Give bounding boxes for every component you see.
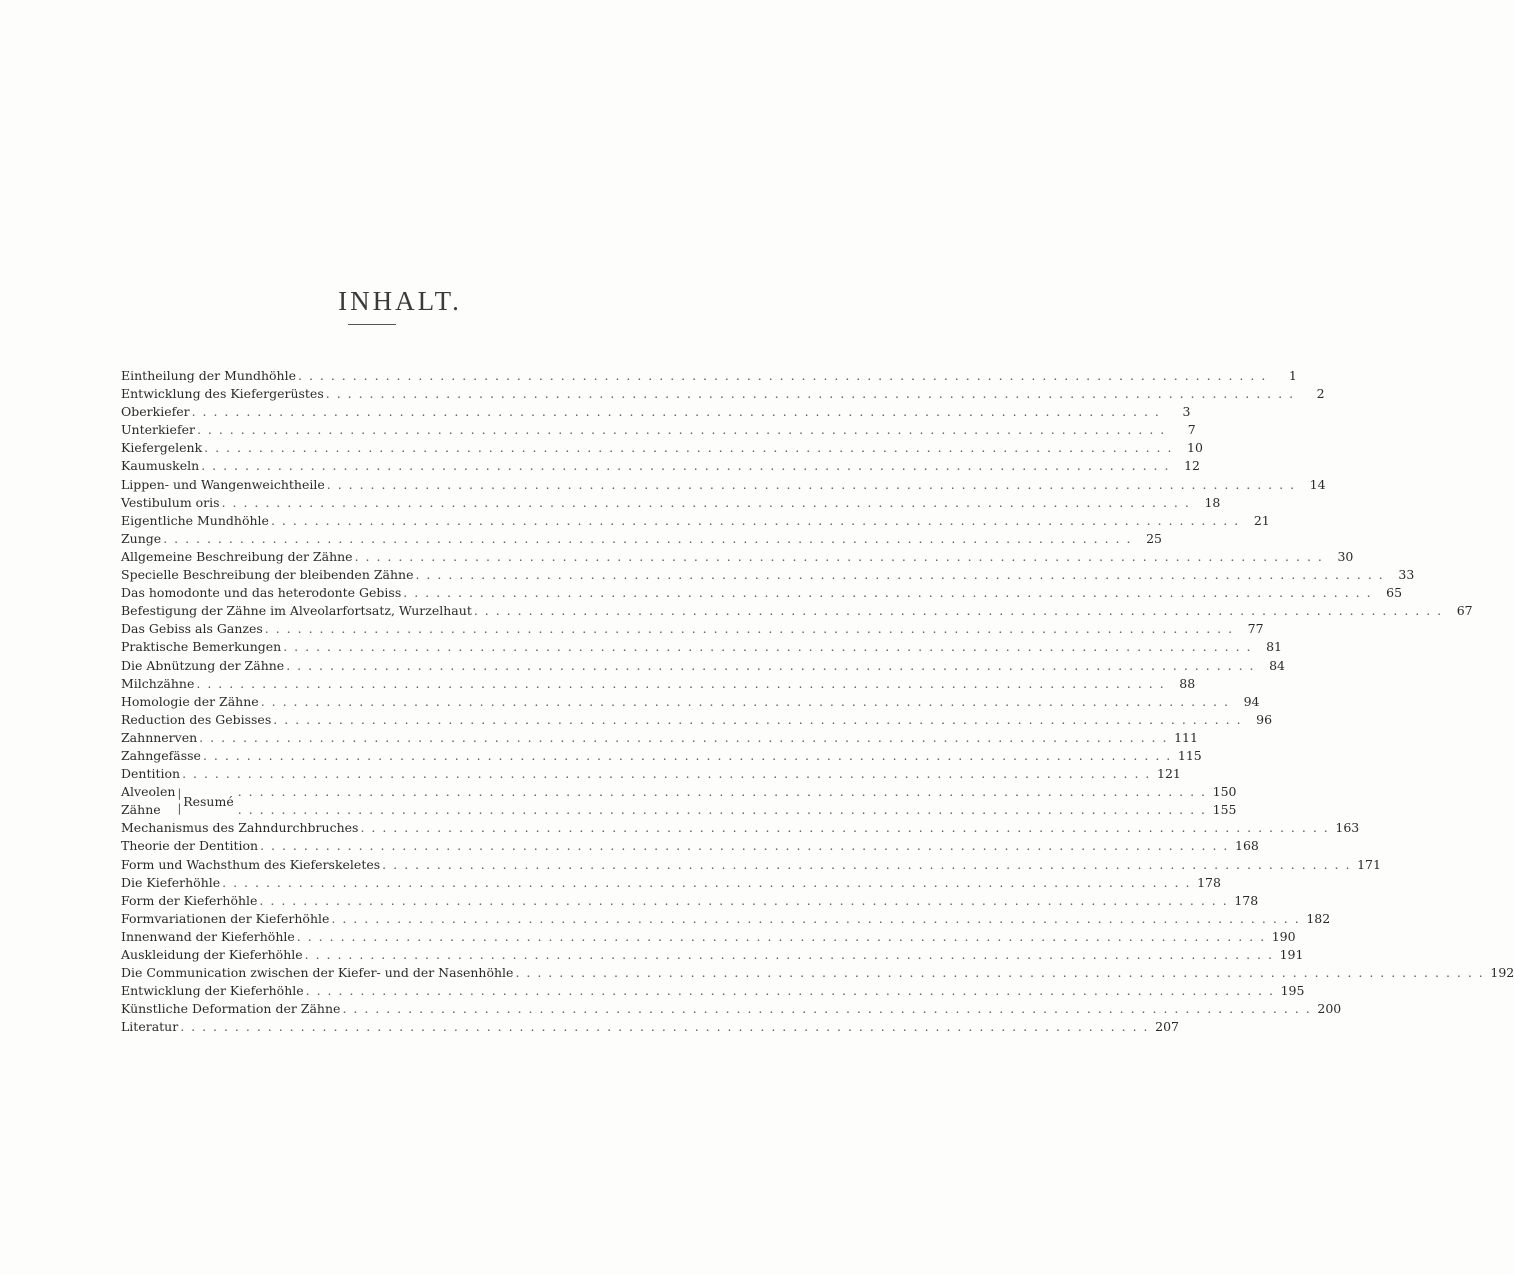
toc-entry[interactable]	[238, 783, 1237, 801]
toc-entry[interactable]	[121, 548, 1354, 566]
toc-entry-label: Dentition	[121, 766, 181, 782]
toc-entry-page: 195	[1280, 983, 1305, 999]
leader-dots	[297, 928, 1266, 946]
leader-dots	[273, 711, 1242, 729]
toc-entry[interactable]	[121, 657, 1285, 675]
toc-entry-page: 10	[1187, 440, 1203, 456]
leader-dots	[474, 602, 1443, 620]
leader-dots	[204, 439, 1173, 457]
toc-entry-page: 14	[1309, 476, 1326, 492]
toc-entry[interactable]	[121, 367, 1297, 385]
toc-entry-page: 33	[1398, 567, 1415, 583]
toc-entry[interactable]	[121, 439, 1203, 457]
toc-entry-label: Zahngefässe	[121, 747, 201, 763]
toc-entry[interactable]	[121, 620, 1264, 638]
toc-entry[interactable]	[121, 1000, 1342, 1018]
toc-entry[interactable]	[121, 530, 1162, 548]
leader-dots	[326, 385, 1295, 403]
toc-entry[interactable]	[121, 385, 1325, 403]
toc-entry-label: Künstliche Deformation der Zähne	[121, 1001, 341, 1017]
toc-entry-page: 18	[1204, 494, 1221, 510]
toc-entry[interactable]	[121, 638, 1283, 656]
toc-entry[interactable]	[121, 711, 1273, 729]
toc-entry-page: 81	[1266, 639, 1283, 655]
toc-entry-label: Die Abnützung der Zähne	[121, 657, 285, 673]
toc-entry-page: 190	[1271, 928, 1296, 944]
toc-entry-page: 88	[1179, 675, 1196, 691]
toc-entry[interactable]	[121, 765, 1181, 783]
toc-entry-label: Kiefergelenk	[121, 440, 203, 456]
leader-dots	[515, 964, 1484, 982]
page-title: INHALT.	[338, 286, 462, 316]
toc-entry[interactable]	[121, 693, 1260, 711]
toc-entry-label: Entwicklung der Kieferhöhle	[121, 983, 304, 999]
resume-group-labels	[121, 783, 175, 819]
toc-entry[interactable]	[121, 856, 1381, 874]
toc-entry[interactable]	[121, 566, 1415, 584]
toc-entry-label: Form und Wachsthum des Kieferskeletes	[121, 856, 381, 872]
leader-dots	[163, 530, 1132, 548]
leader-dots	[286, 657, 1255, 675]
toc-entry[interactable]	[121, 494, 1221, 512]
toc-entry-page: 150	[1212, 784, 1237, 800]
toc-entry[interactable]	[121, 874, 1221, 892]
leader-dots	[182, 765, 1151, 783]
toc-entry[interactable]	[121, 675, 1196, 693]
toc-entry-page: 3	[1182, 404, 1191, 420]
leader-dots	[260, 837, 1229, 855]
toc-entry-label: Auskleidung der Kieferhöhle	[121, 947, 303, 962]
toc-entry[interactable]	[121, 421, 1196, 439]
toc-entry-label: Befestigung der Zähne im Alveolarfortsatz, Wurzelhaut	[121, 603, 472, 619]
toc-entry-page: 168	[1235, 838, 1259, 854]
toc-entry-label: Kaumuskeln	[121, 458, 200, 474]
leader-dots	[197, 421, 1166, 439]
toc-entry[interactable]	[121, 837, 1259, 855]
toc-entry-label: Eigentliche Mundhöhle	[121, 512, 269, 528]
leader-dots	[298, 367, 1267, 385]
toc-entry-page: 163	[1335, 820, 1360, 836]
toc-entry-page: 192	[1490, 965, 1514, 981]
toc-entry[interactable]	[238, 801, 1237, 819]
toc-entry-page: 115	[1177, 747, 1202, 763]
toc-entry[interactable]	[121, 729, 1198, 747]
leader-dots	[271, 512, 1240, 530]
toc-entry-page: 25	[1146, 530, 1162, 546]
leader-dots	[382, 856, 1351, 874]
leader-dots	[192, 403, 1161, 421]
leader-dots	[342, 1000, 1311, 1018]
brace-icon: | |	[177, 787, 182, 816]
toc-entry-label: Milchzähne	[121, 675, 195, 691]
toc-entry-label: Das homodonte und das heterodonte Gebiss	[121, 585, 402, 601]
leader-dots	[196, 675, 1165, 693]
toc-entry[interactable]	[121, 892, 1259, 910]
toc-entries	[121, 819, 1514, 1036]
toc-entry-label: Die Kieferhöhle	[121, 874, 221, 890]
leader-dots	[306, 982, 1275, 1000]
leader-dots	[305, 946, 1274, 964]
toc-entry-page: 65	[1386, 585, 1403, 601]
toc-entry-page: 171	[1357, 856, 1381, 872]
toc-entry-label: Vestibulum oris	[121, 494, 220, 510]
leader-dots	[415, 566, 1384, 584]
toc-entry-page: 121	[1157, 766, 1181, 782]
toc-entry-page: 1	[1288, 368, 1297, 383]
toc-entry-label: Die Communication zwischen der Kiefer- und der Nasenhöhle	[121, 965, 514, 981]
leader-dots	[222, 874, 1191, 892]
toc-resume-group	[121, 783, 1237, 819]
toc-entry-page: 182	[1306, 910, 1331, 926]
toc-entry-page: 67	[1456, 603, 1473, 619]
toc-entry-page: 96	[1256, 711, 1273, 727]
toc-entry-label: Alveolen	[121, 784, 176, 800]
toc-entry-page: 207	[1155, 1019, 1179, 1035]
leader-dots	[238, 801, 1207, 819]
toc-entry-page: 77	[1247, 621, 1264, 637]
leader-dots	[203, 747, 1172, 765]
toc-entry-label: Specielle Beschreibung der bleibenden Zähne	[121, 567, 414, 583]
toc-entry-label: Allgemeine Beschreibung der Zähne	[121, 548, 353, 564]
toc-entry-label: Zunge	[121, 530, 162, 546]
toc-entry[interactable]	[121, 512, 1270, 530]
toc-entry[interactable]	[121, 1018, 1179, 1036]
leader-dots	[222, 494, 1191, 512]
toc-entry-page: 94	[1243, 693, 1260, 709]
toc-entry-label: Lippen- und Wangenweichtheile	[121, 476, 325, 492]
toc-entry[interactable]	[121, 819, 1360, 837]
toc-entry-label: Zahnnerven	[121, 729, 198, 745]
toc-entry-label: Literatur	[121, 1019, 179, 1035]
leader-dots	[259, 892, 1228, 910]
toc-entry[interactable]	[121, 584, 1403, 602]
toc-entry-page: 30	[1337, 548, 1354, 564]
toc-entry-page: 21	[1253, 512, 1270, 528]
title-rule	[348, 324, 396, 325]
toc-entry-page: 2	[1316, 386, 1325, 402]
leader-dots	[327, 476, 1296, 494]
toc-entry-page: 12	[1184, 458, 1200, 474]
leader-dots	[201, 457, 1170, 475]
leader-dots	[283, 638, 1252, 656]
toc-entry[interactable]	[121, 982, 1305, 1000]
toc-entry-label: Form der Kieferhöhle	[121, 892, 258, 908]
toc-entry-page: 178	[1197, 874, 1221, 890]
toc-entry-page: 7	[1187, 422, 1196, 438]
leader-dots	[403, 584, 1372, 602]
toc-entry-label: Reduction des Gebisses	[121, 711, 272, 727]
toc-entry-label: Homologie der Zähne	[121, 693, 259, 709]
leader-dots	[238, 783, 1207, 801]
leader-dots	[331, 910, 1300, 928]
toc-entry[interactable]	[121, 403, 1191, 421]
toc-entry-page: 200	[1317, 1001, 1342, 1017]
toc-entry[interactable]	[121, 602, 1473, 620]
leader-dots	[261, 693, 1230, 711]
toc-entry-label: Oberkiefer	[121, 404, 190, 420]
leader-dots	[265, 620, 1234, 638]
toc-entry-label: Das Gebiss als Ganzes	[121, 621, 263, 637]
toc-entry[interactable]	[121, 457, 1200, 475]
toc-entries	[121, 367, 1473, 783]
toc-entry-page: 111	[1174, 729, 1198, 745]
leader-dots	[180, 1018, 1149, 1036]
toc-entry[interactable]	[121, 946, 1304, 964]
toc-entry-label: Theorie der Dentition	[121, 838, 259, 854]
toc-entry-label: Eintheilung der Mundhöhle	[121, 368, 296, 383]
toc-entry[interactable]	[121, 964, 1514, 982]
leader-dots	[199, 729, 1168, 747]
toc-entry-label: Unterkiefer	[121, 422, 195, 438]
leader-dots	[355, 548, 1324, 566]
toc-entry-page: 155	[1212, 802, 1237, 818]
resume-group-pages	[238, 783, 1237, 819]
leader-dots	[360, 819, 1329, 837]
toc-entry-label: Mechanismus des Zahndurchbruches	[121, 820, 359, 836]
toc-entry-label: Innenwand der Kieferhöhle	[121, 928, 295, 944]
toc-entry[interactable]	[121, 476, 1326, 494]
toc-entry-page: 191	[1279, 947, 1304, 962]
table-of-contents	[121, 367, 1514, 1036]
toc-entry-page: 84	[1269, 657, 1285, 673]
toc-entry-label: Entwicklung des Kiefergerüstes	[121, 386, 324, 402]
resume-label: Resumé	[183, 793, 234, 809]
toc-entry-label: Formvariationen der Kieferhöhle	[121, 910, 330, 926]
toc-entry-page: 178	[1234, 892, 1259, 908]
toc-entry[interactable]	[121, 928, 1296, 946]
toc-entry-label: Praktische Bemerkungen	[121, 639, 282, 655]
toc-entry[interactable]	[121, 910, 1331, 928]
toc-entry[interactable]	[121, 747, 1202, 765]
toc-entry-label: Zähne	[121, 802, 161, 818]
